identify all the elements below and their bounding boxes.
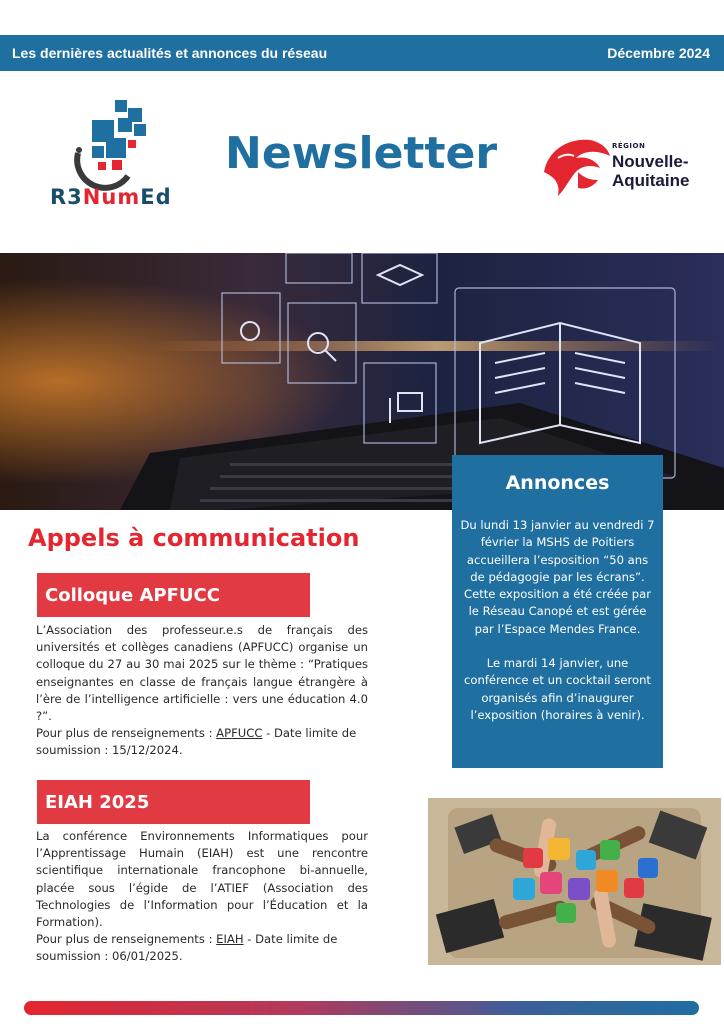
colloque-apfucc-label: Colloque APFUCC <box>37 573 310 617</box>
annonces-title: Annonces <box>505 472 610 494</box>
eiah-link[interactable]: EIAH <box>216 932 244 947</box>
region-label: RÉGION <box>612 142 646 150</box>
eiah-label: EIAH 2025 <box>37 780 310 824</box>
appels-heading: Appels à communication <box>28 524 360 552</box>
page-title: Newsletter <box>225 128 498 179</box>
r3numed-wordmark: R3NumEd <box>50 185 172 209</box>
apfucc-link[interactable]: APFUCC <box>216 726 263 741</box>
colloque-apfucc-info: Pour plus de renseignements : APFUCC - Date limite de soumission : 15/12/2024. <box>36 726 357 758</box>
colloque-apfucc-text <box>36 622 368 760</box>
annonces-paragraph-2: Le mardi 14 janvier, une conférence et un cocktail seront organisés afin d’inaugurer l’exposition (horaires à venir). <box>464 656 651 722</box>
banner-tagline: Les dernières actualités et annonces du réseau <box>12 45 328 61</box>
top-banner <box>0 35 724 71</box>
eiah-info: Pour plus de renseignements : EIAH - Date limite de soumission : 06/01/2025. <box>36 932 338 964</box>
footer-gradient-bar <box>24 1001 699 1015</box>
teamwork-apps-image <box>428 798 721 965</box>
region-name: Nouvelle- Aquitaine <box>612 152 690 190</box>
annonces-paragraph-1: Du lundi 13 janvier au vendredi 7 février la MSHS de Poitiers accueillera l’esposition “50 ans de pédagogie par les écrans”. Cette exposition a été créée par le Réseau Canopé et est gérée par l’Espace Mendes France. <box>460 518 655 636</box>
annonces-body <box>452 511 663 724</box>
eiah-body: La conférence Environnements Informatiques pour l’Apprentissage Humain (EIAH) est une rencontre scientifique internationale francophone bi-annuelle, placée sous l’égide de l’ATIEF (Association des Technologies de l’Information pour l’Éducation et la Formation). <box>36 829 368 930</box>
banner-date: Décembre 2024 <box>607 45 710 61</box>
annonces-panel <box>452 455 663 768</box>
colloque-apfucc-body: L’Association des professeur.e.s de français des universités et collèges canadiens (APFUCC) organise un colloque du 27 au 30 mai 2025 sur le thème : “Pratiques enseignantes en classe de français langue étrangère à l’ère de l’intelligence artificielle : vers une éducation 4.0 ?”. <box>36 623 368 724</box>
eiah-text <box>36 828 368 966</box>
